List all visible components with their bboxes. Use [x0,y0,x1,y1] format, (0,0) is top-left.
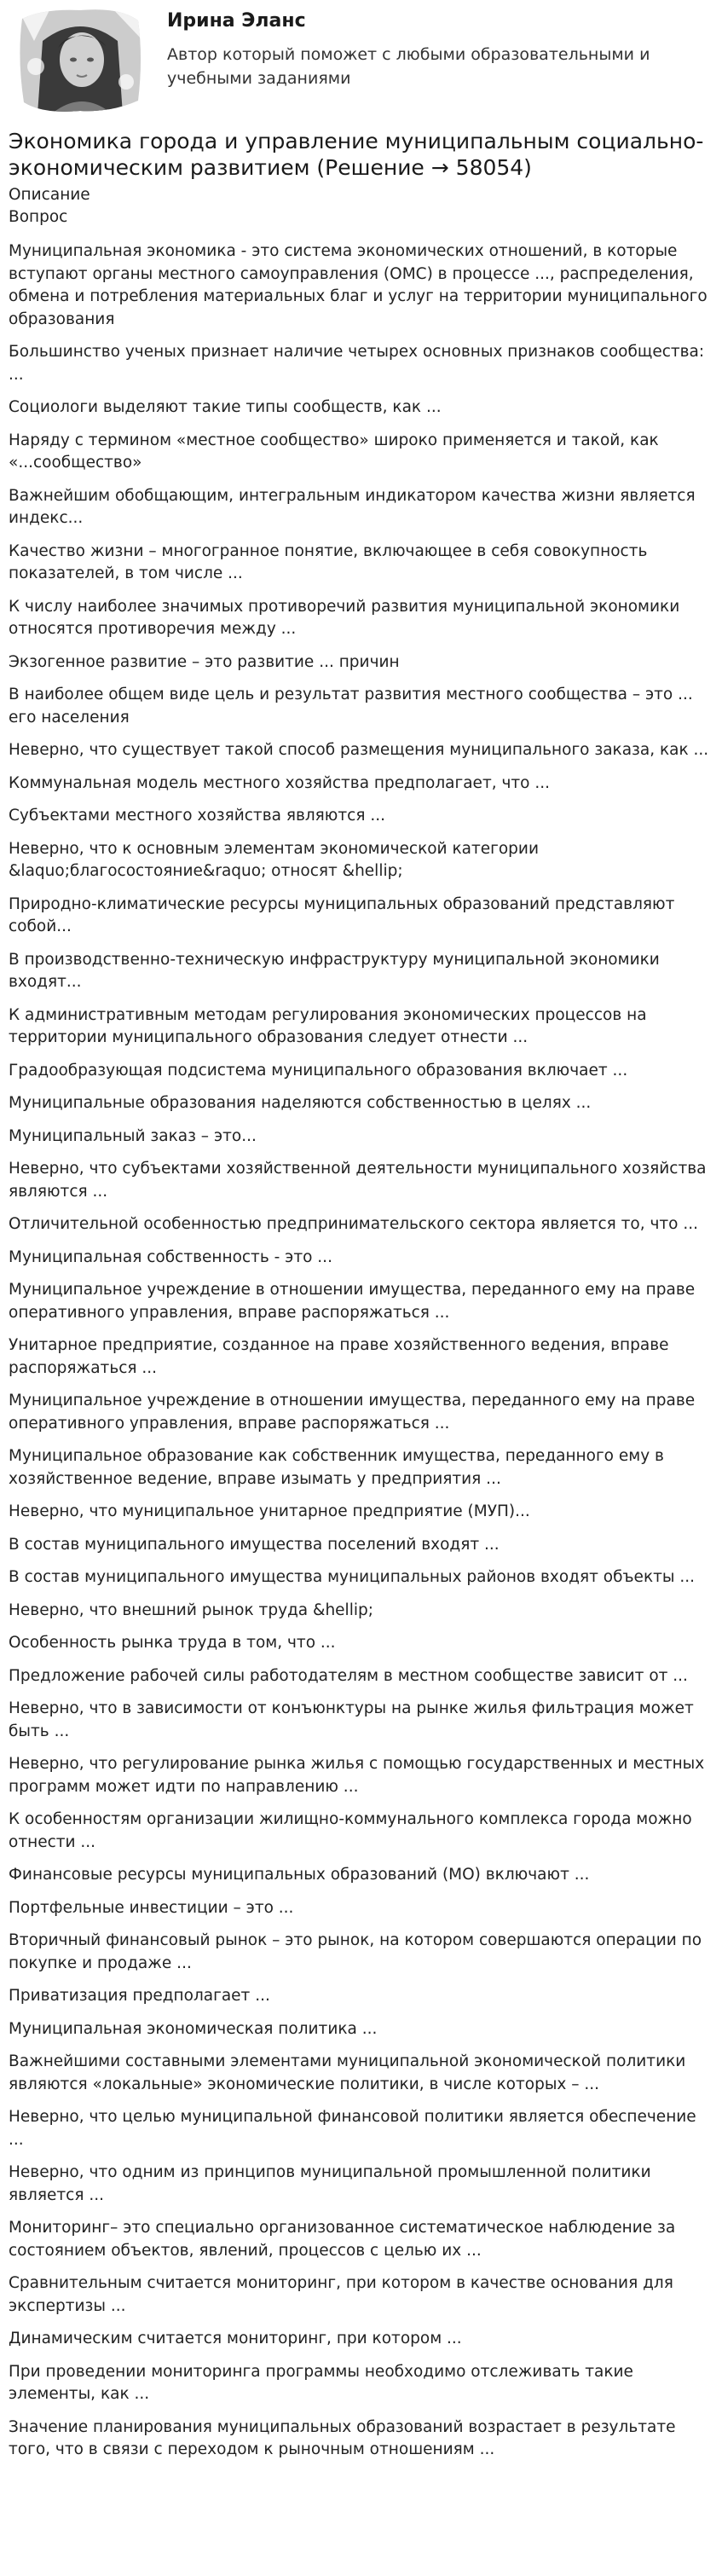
question-list [9,240,712,2462]
page-title: Экономика города и управление муниципальным социально-экономическим развитием (Решение → 58054) [9,129,704,180]
question-item: Вторичный финансовый рынок – это рынок, на котором совершаются операции по покупке и продаже ... [9,1931,702,1972]
question-item: Градообразующая подсистема муниципального образования включает ... [9,1061,628,1080]
question-item: Муниципальная экономика - это система экономических отношений, в которые вступают органы местного самоуправления (ОМС) в процессе ..., распределения, обмена и потребления материальных благ и услуг на территории муниципального образования [9,242,708,328]
question-item: Динамическим считается мониторинг, при котором ... [9,2330,462,2347]
author-avatar-image [17,7,143,114]
question-item: Субъектами местного хозяйства являются ... [9,807,385,825]
question-item: Неверно, что регулирование рынка жилья с помощью государственных и местных программ может идти по направлению ... [9,1755,705,1796]
question-item: Сравнительным считается мониторинг, при котором в качестве основания для экспертизы ... [9,2274,673,2315]
question-item: Мониторинг– это специально организованное систематическое наблюдение за состоянием объектов, явлений, процессов с целью их ... [9,2219,676,2260]
author-card [9,0,712,128]
question-item: Значение планирования муниципальных образований возрастает в результате того, что в связи с переходом к рыночным отношениям ... [9,2417,676,2458]
question-item: Социологи выделяют такие типы сообществ, как ... [9,398,442,416]
question-item: Большинство ученых признает наличие четырех основных признаков сообщества: ... [9,343,705,384]
question-item: Предложение рабочей силы работодателям в местном сообществе зависит от ... [9,1666,688,1685]
question-item: Неверно, что существует такой способ размещения муниципального заказа, как ... [9,741,709,759]
author-avatar[interactable] [17,7,143,114]
question-item: Качество жизни – многогранное понятие, включающее в себя совокупность показателей, в том числе ... [9,541,648,582]
author-name[interactable]: Ирина Эланс [167,10,306,32]
question-item: Муниципальное учреждение в отношении имущества, переданного ему на праве оперативного управления, вправе распоряжаться ... [9,1281,696,1322]
question-item: Наряду с термином «местное сообщество» широко применяется и такой, как «...сообщество» [9,431,659,472]
question-item: Неверно, что к основным элементам экономической категории &laquo;благосостояние&raquo; относят &hellip; [9,839,539,880]
question-item: Экзогенное развитие – это развитие ... причин [9,652,400,671]
question-item: В производственно-техническую инфраструктуру муниципальной экономики входят... [9,950,660,991]
question-item: Приватизация предполагает ... [9,1987,270,2005]
question-item: Муниципальные образования наделяются собственностью в целях ... [9,1094,592,1112]
question-item: Неверно, что в зависимости от конъюнктуры на рынке жилья фильтрация может быть ... [9,1699,694,1740]
question-item: Муниципальная собственность - это ... [9,1247,332,1266]
question-item: Портфельные инвестиции – это ... [9,1898,294,1917]
question-item: Коммунальная модель местного хозяйства предполагает, что ... [9,773,551,792]
question-item: Природно-климатические ресурсы муниципальных образований представляют собой... [9,894,675,935]
question-item: Финансовые ресурсы муниципальных образований (МО) включают ... [9,1866,590,1884]
question-item: Муниципальное учреждение в отношении имущества, переданного ему на праве оперативного управления, вправе распоряжаться ... [9,1392,696,1433]
question-item: В состав муниципального имущества муниципальных районов входят объекты ... [9,1568,696,1586]
question-item: Муниципальная экономическая политика ... [9,2019,378,2038]
question-item: Муниципальное образование как собственник имущества, переданного ему в хозяйственное ведение, вправе изымать у предприятия ... [9,1447,664,1488]
question-item: В состав муниципального имущества поселений входят ... [9,1535,500,1554]
question-item: Отличительной особенностью предпринимательского сектора является то, что ... [9,1215,699,1233]
author-description: Автор который поможет с любыми образовательными и учебными заданиями [167,45,650,88]
question-item: Неверно, что одним из принципов муниципальной промышленной политики является ... [9,2163,651,2204]
question-item: Унитарное предприятие, созданное на праве хозяйственного ведения, вправе распоряжаться ... [9,1336,669,1377]
question-item: Неверно, что внешний рынок труда &hellip; [9,1601,373,1619]
question-item: Важнейшими составными элементами муниципальной экономической политики являются «локальные» экономические политики, в числе которых – ... [9,2052,686,2093]
question-item: Неверно, что целью муниципальной финансовой политики является обеспечение ... [9,2108,696,2149]
question-label: Вопрос [9,208,68,226]
question-item: При проведении мониторинга программы необходимо отслеживать такие элементы, как ... [9,2362,633,2403]
question-item: Муниципальный заказ – это... [9,1126,257,1145]
question-item: Особенность рынка труда в том, что ... [9,1634,336,1652]
question-item: К особенностям организации жилищно-коммунального комплекса города можно отнести ... [9,1810,692,1851]
description-label: Описание [9,186,90,204]
question-item: Неверно, что муниципальное унитарное предприятие (МУП)... [9,1502,530,1520]
question-item: К числу наиболее значимых противоречий развития муниципальной экономики относятся противоречия между ... [9,597,680,638]
question-item: К административным методам регулирования экономических процессов на территории муниципального образования следует отнести ... [9,1005,647,1046]
question-item: Неверно, что субъектами хозяйственной деятельности муниципального хозяйства являются ... [9,1160,707,1201]
question-item: В наиболее общем виде цель и результат развития местного сообщества – это ... его населения [9,686,693,726]
question-item: Важнейшим обобщающим, интегральным индикатором качества жизни является индекс... [9,486,696,527]
